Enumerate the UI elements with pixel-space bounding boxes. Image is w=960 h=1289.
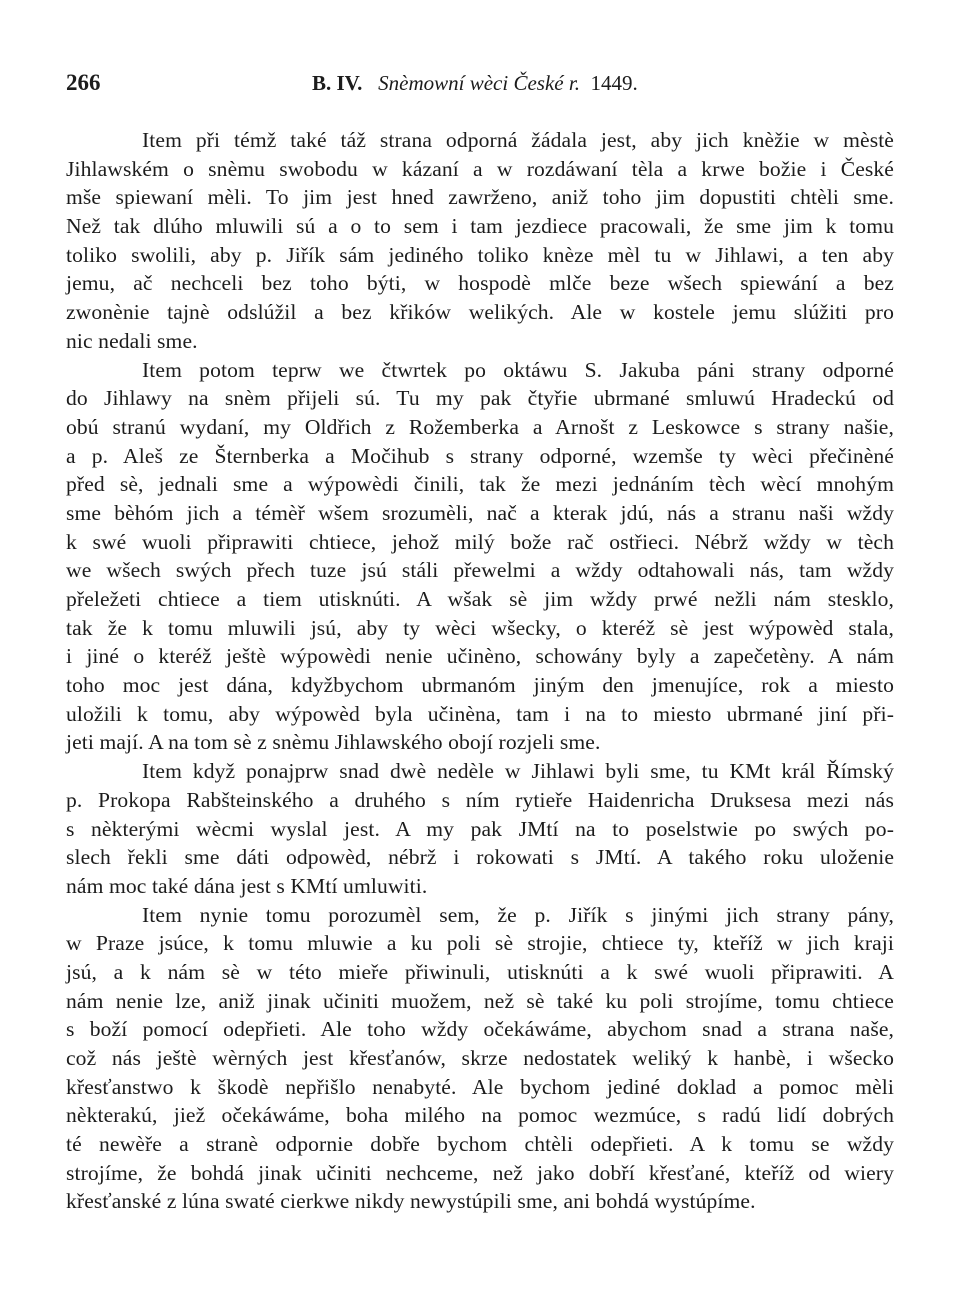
text-line: k swé wuoli připrawiti chtiece, jehož milý bože rač ostřieci. Nébrž wždy w tèch	[66, 529, 894, 554]
text-line: p. Prokopa Rabšteinského a druhého s ním rytieře Haidenricha Druksesa mezi nás	[66, 787, 894, 812]
text-line: strojíme, že bohdá jinak učiniti nechceme, než jako dobří křesťané, kteříž od wiery	[66, 1160, 894, 1185]
text-line: jsú, a k nám sè w této mieře přiwinuli, utisknúti a k swé wuoli připrawiti. A	[66, 959, 894, 984]
text-line: slech řekli sme dáti odpowèd, nébrž i rokowati s JMtí. A takého roku uloženie	[66, 845, 894, 870]
text-line: před sè, jednali sme a wýpowèdi činili, tak že mezi jednáním tèch wècí mnohým	[66, 472, 894, 497]
text-line: zwonènie tajnè odslúžil a bez křików welikých. Ale w kostele jemu slúžiti pro	[66, 300, 894, 325]
text-line: jeti mají. A na tom sè z snèmu Jihlawského obojí rozjeli sme.	[66, 730, 601, 755]
paragraph	[66, 356, 894, 758]
book-page	[66, 70, 894, 1216]
text-line: uložili k tomu, aby wýpowèd byla učinèna, tam i na to miesto ubrmané jiní při-	[66, 701, 894, 726]
text-line: obú stranú wydaní, my Oldřich z Rožemberka a Arnošt z Leskowce s strany našie,	[66, 414, 894, 439]
text-line: i jiné o kteréž ještè wýpowèdi nenie učinèno, schowány byly a zapečetèny. A nám	[66, 644, 894, 669]
section-label: B. IV.	[312, 71, 363, 95]
text-line: tak že k tomu mluwili jsú, aby ty wèci wšecky, o kteréž sè jest wýpowèd stala,	[66, 615, 894, 640]
text-line: jemu, ač nechceli bez toho býti, w hospodè mlče beze wšech spiewání a bez	[66, 271, 894, 296]
paragraph	[66, 901, 894, 1217]
paragraph	[66, 757, 894, 900]
year-label: 1449.	[590, 71, 638, 95]
text-line: sme bèhóm jich a témèř wšem srozumèli, nač a kterak jdú, nás a stranu naši wždy	[66, 500, 894, 525]
text-line: křesťanstwo k škodè nepřišlo nenabyté. Ale bychom jediné doklad a pomoc mèli	[66, 1074, 894, 1099]
text-line: s boží pomocí odepřieti. Ale toho wždy očekáwáme, abychom snad a strana naše,	[66, 1017, 894, 1042]
paragraph	[66, 126, 894, 356]
text-line: toho moc jest dána, kdyžbychom ubrmanóm jiným den jmenujíce, rok a miesto	[66, 673, 894, 698]
text-line: we wšech swých přech tuze jsú stáli přewelmi a wždy odtahowali nás, tam wždy	[66, 558, 894, 583]
text-line: což nás ještè wèrných jest křesťanów, skrze nedostatek weliký k hanbè, i wšecko	[66, 1046, 894, 1070]
text-line: Item nynie tomu porozumèl sem, že p. Jiřík s jinými jich strany pány,	[142, 902, 894, 927]
text-line: toliko swolili, aby p. Jiřík sám jediného toliko knèze mèl tu w Jihlawi, a ten aby	[66, 242, 894, 267]
text-line: nic nedali sme.	[66, 328, 198, 353]
text-line: křesťanské z lúna swaté cierkwe nikdy newystúpili sme, ani bohdá wystúpíme.	[66, 1189, 756, 1214]
text-line: té newèře a stranè odpornie dobře bychom chtèli odepřieti. A k tomu se wždy	[66, 1132, 894, 1157]
text-line: Jihlawském o snèmu swobodu w kázaní a w rozdáwaní tèla a krwe božie i České	[66, 156, 894, 181]
running-head	[66, 70, 894, 110]
chapter-title: Snèmowní wèci České r.	[378, 71, 580, 95]
page-number: 266	[66, 70, 101, 95]
text-line: nám nenie lze, aniž jinak učiniti muožem, než sè také ku poli strojíme, tomu chtiece	[66, 988, 894, 1013]
text-line: nèkterakú, jiež očekáwáme, boha milého na pomoc wezmúce, s radú lidí dobrých	[66, 1103, 894, 1128]
text-line: mše spiewaní mèli. To jim jest hned zawrženo, aniž toho jim dopustiti chtèli sme.	[66, 185, 894, 210]
text-line: Item při témž také táž strana odporná žádala jest, aby jich knèžie w mèstè	[142, 128, 894, 152]
text-line: Než tak dlúho mluwili sú a o to sem i tam jezdiece pracowali, že sme jim k tomu	[66, 214, 894, 239]
text-line: do Jihlawy na snèm přijeli sú. Tu my pak čtyřie ubrmané smluwú Hradeckú od	[66, 386, 894, 411]
body-text	[66, 126, 894, 1216]
text-line: Item potom teprw we čtwrtek po oktáwu S. Jakuba páni strany odporné	[142, 357, 894, 382]
text-line: nám moc také dána jest s KMtí umluwiti.	[66, 873, 428, 898]
text-line: přeležeti chtiece a tiem utisknúti. A wšak sè jim wždy prwé nežli nám stesklo,	[66, 587, 894, 611]
text-line: a p. Aleš ze Šternberka a Močihub s strany odporné, wzemše ty wèci přečinèné	[66, 443, 894, 468]
running-title	[312, 71, 638, 96]
text-line: Item když ponajprw snad dwè nedèle w Jihlawi byli sme, tu KMt král Římský	[142, 759, 894, 784]
text-line: w Praze jsúce, k tomu mluwie a ku poli sè strojie, chtiece ty, kteříž w jich kraji	[66, 931, 894, 956]
text-line: s nèkterými wècmi wyslal jest. A my pak JMtí na to poselstwie po swých po-	[66, 816, 894, 841]
